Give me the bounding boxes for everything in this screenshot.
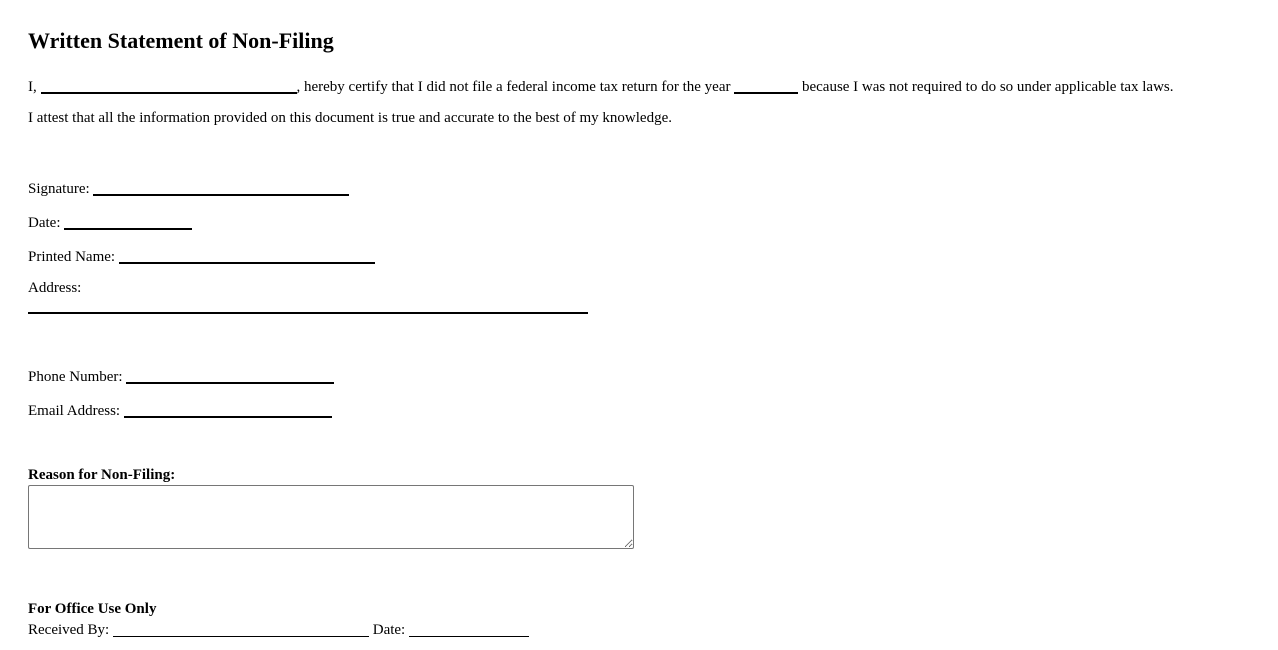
email-field[interactable]	[124, 402, 332, 418]
signature-row	[28, 177, 349, 198]
address-label: Address:	[28, 280, 82, 296]
attestation-statement: I attest that all the information provided on this document is true and accurate to the best of my knowledge.	[28, 110, 672, 126]
name-blank[interactable]	[41, 78, 297, 94]
email-row	[28, 399, 332, 420]
phone-row	[28, 365, 334, 386]
received-by-field[interactable]	[113, 622, 369, 637]
received-by-row	[28, 619, 529, 639]
phone-label: Phone Number:	[28, 369, 123, 385]
certify-middle: , hereby certify that I did not file a federal income tax return for the year	[296, 79, 731, 95]
signature-label: Signature:	[28, 181, 90, 197]
date-field[interactable]	[64, 214, 192, 230]
phone-field[interactable]	[126, 368, 334, 384]
address-row	[28, 279, 81, 297]
printed-name-row	[28, 245, 375, 266]
email-label: Email Address:	[28, 403, 121, 419]
signature-field[interactable]	[93, 180, 349, 196]
date-row	[28, 211, 192, 232]
year-blank[interactable]	[734, 78, 798, 94]
received-by-label: Received By:	[28, 622, 110, 638]
office-date-label: Date:	[372, 622, 406, 638]
office-use-title: For Office Use Only	[28, 601, 157, 617]
date-label: Date:	[28, 215, 61, 231]
printed-name-field[interactable]	[119, 248, 375, 264]
address-field[interactable]	[28, 312, 588, 314]
certification-statement	[28, 75, 1174, 96]
document-title: Written Statement of Non-Filing	[28, 28, 334, 53]
reason-textarea[interactable]	[28, 485, 634, 549]
reason-label: Reason for Non-Filing:	[28, 467, 176, 483]
office-date-field[interactable]	[409, 622, 529, 637]
certify-suffix: because I was not required to do so under applicable tax laws.	[801, 79, 1174, 95]
printed-name-label: Printed Name:	[28, 249, 116, 265]
certify-prefix: I,	[28, 79, 37, 95]
